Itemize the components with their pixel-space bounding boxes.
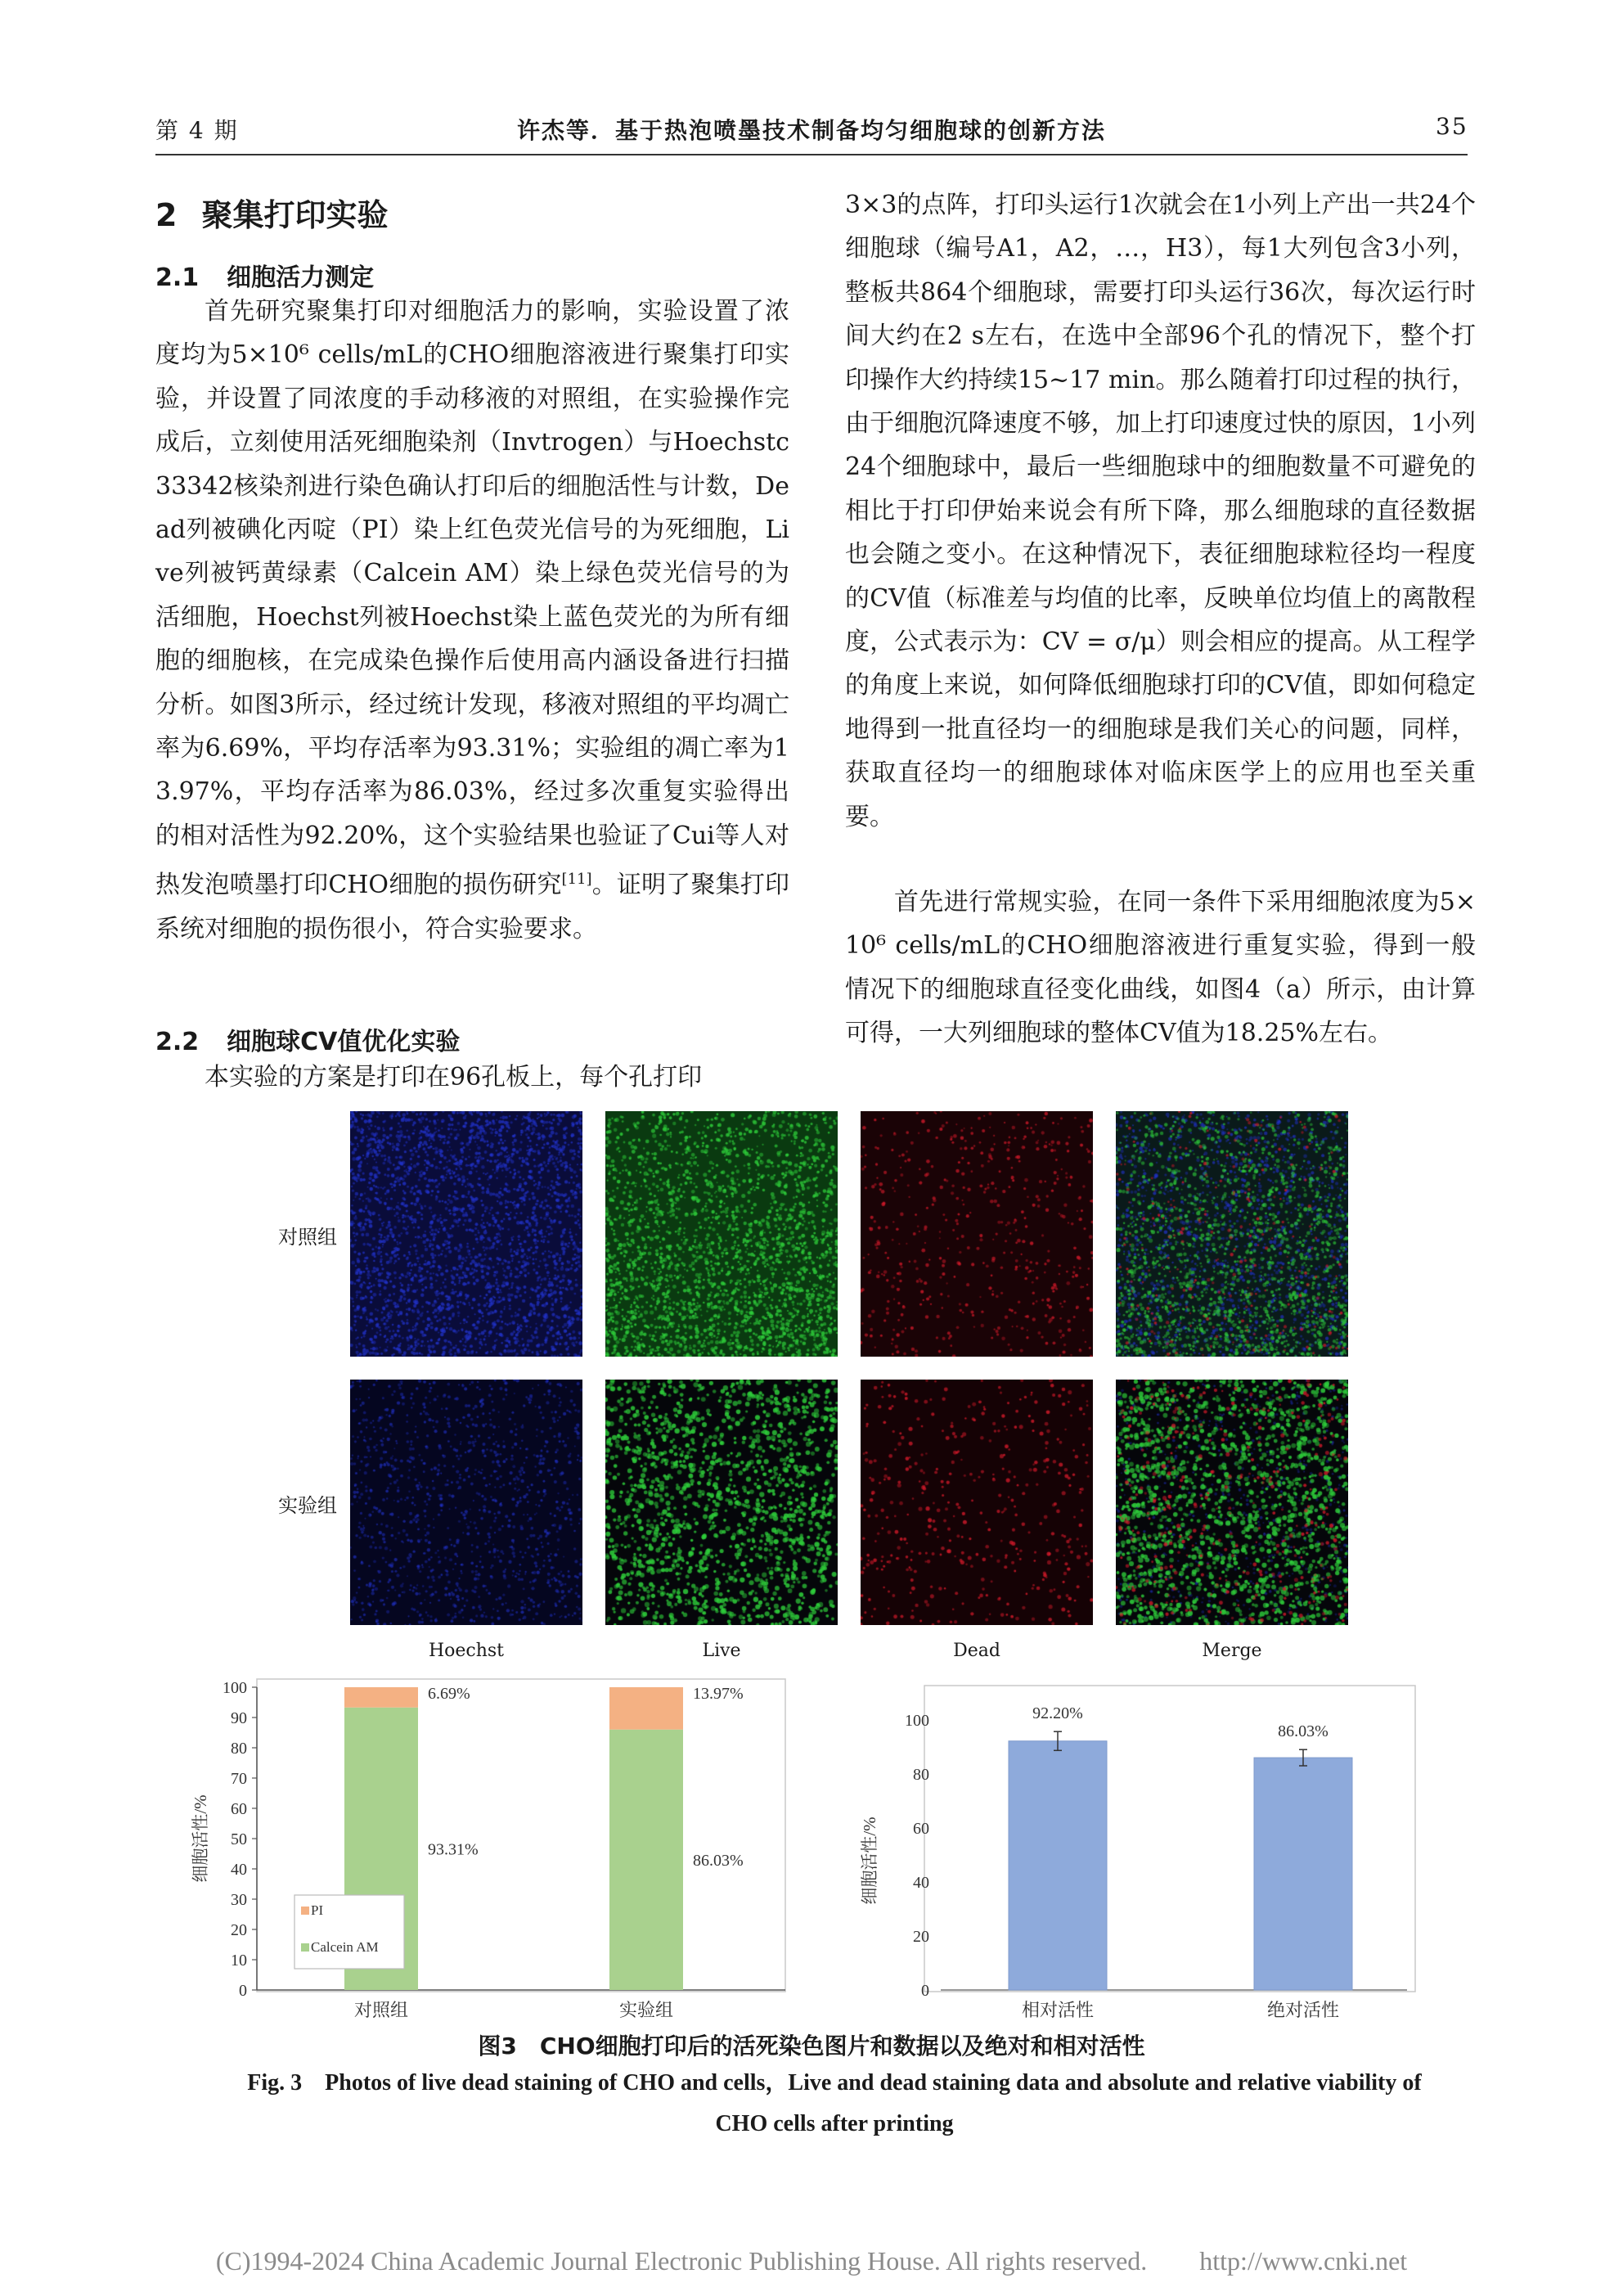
chart1-y-tick-label: 10 — [231, 1952, 247, 1970]
chart2-y-axis-label: 细胞活性/% — [860, 1817, 879, 1905]
chart1-data-label-pi: 13.97% — [693, 1685, 744, 1703]
chart1-bar-pi — [344, 1687, 418, 1708]
chart2-y-tick-label: 100 — [905, 1712, 929, 1730]
row-label-control: 对照组 — [278, 1226, 337, 1249]
chart1-bar-calcein — [609, 1730, 683, 1990]
chart1-y-tick-label: 0 — [239, 1982, 247, 2000]
chart1-y-tick-label: 30 — [231, 1891, 247, 1909]
micrograph-experiment-dead — [861, 1380, 1093, 1625]
chart1-category-label: 实验组 — [618, 2000, 674, 2020]
running-title: 许杰等．基于热泡喷墨技术制备均匀细胞球的创新方法 — [516, 117, 1106, 144]
chart2-y-tick-label: 20 — [913, 1928, 929, 1946]
chart-viability-comparison — [851, 1669, 1440, 2029]
right-column-paragraph-1: 3×3的点阵，打印头运行1次就会在1小列上产出一共24个细胞球（编号A1，A2，…，H3），每1大列包含3小列，整板共864个细胞球，需要打印头运行36次，每次运行时间大约在2 s左右，在选中全部96个孔的情况下，整个打印操作大约持续15~17 min。那么随着打印过程的执行，由于细胞沉降速度不够，加上打印速度过快的原因，1小列24个细胞球中，最后一些细胞球中的细胞数量不可避免的相比于打印伊始来说会有所下降，那么细胞球的直径数据也会随之变小。在这种情况下，表征细胞球粒径均一程度的CV值（标准差与均值的比率，反映单位均值上的离散程度，公式表示为：CV = σ/μ）则会相应的提高。从工程学的角度上来说，如何降低细胞球打印的CV值，即如何稳定地得到一批直径均一的细胞球是我们关心的问题，同样，获取直径均一的细胞球体对临床医学上的应用也至关重要。 — [845, 191, 1476, 831]
column-label-hoechst: Hoechst — [428, 1641, 505, 1661]
subsection-heading-2-2: 2.2 细胞球CV值优化实验 — [155, 1028, 461, 1056]
chart2-bar — [1254, 1758, 1352, 1990]
legend-swatch-calcein — [301, 1943, 309, 1952]
chart1-y-tick-label: 80 — [231, 1740, 247, 1758]
chart1-y-tick-label: 60 — [231, 1800, 247, 1818]
figure-caption-cn: 图3 CHO细胞打印后的活死染色图片和数据以及绝对和相对活性 — [478, 2033, 1145, 2060]
column-label-live: Live — [702, 1641, 741, 1661]
micrograph-control-dead — [861, 1111, 1093, 1357]
chart1-y-tick-label: 20 — [231, 1921, 247, 1939]
chart1-y-tick-label: 50 — [231, 1830, 247, 1848]
chart1-y-tick-label: 40 — [231, 1861, 247, 1879]
column-label-merge: Merge — [1202, 1641, 1262, 1661]
chart1-y-tick-label: 90 — [231, 1709, 247, 1727]
chart2-data-label: 92.20% — [1032, 1704, 1083, 1723]
chart2-category-label: 相对活性 — [1021, 2000, 1095, 2020]
chart2-y-tick-label: 0 — [921, 1982, 929, 2000]
row-label-experiment: 实验组 — [278, 1494, 337, 1517]
micrograph-control-live — [605, 1111, 838, 1357]
micrograph-experiment-live — [605, 1380, 838, 1625]
legend-label-calcein: Calcein AM — [311, 1939, 379, 1955]
right-column-paragraph-2: 首先进行常规实验，在同一条件下采用细胞浓度为5×10⁶ cells/mL的CHO细胞溶液进行重复实验，得到一般情况下的细胞球直径变化曲线，如图4（a）所示，由计算可得，一大列细胞球的整体CV值为18.25%左右。 — [845, 888, 1476, 1048]
chart1-y-tick-label: 100 — [223, 1679, 247, 1697]
section-heading — [155, 190, 388, 235]
left-column-paragraph-2: 本实验的方案是打印在96孔板上，每个孔打印 — [205, 1063, 703, 1092]
subsection-heading-2-1: 2.1 细胞活力测定 — [155, 263, 375, 292]
chart1-category-label: 对照组 — [353, 2000, 409, 2020]
chart1-data-label-calcein: 93.31% — [428, 1840, 479, 1859]
micrograph-control-hoechst — [350, 1111, 582, 1357]
page-number: 35 — [1436, 113, 1468, 140]
section-title: 聚集打印实验 — [201, 197, 389, 233]
citation: [11] — [561, 871, 592, 889]
issue-number: 第 4 期 — [155, 117, 239, 144]
figure-caption-en-line1: Fig. 3 Photos of live dead staining of CHO and cells，Live and dead staining data and absolute and relative viability of — [247, 2070, 1422, 2096]
figure-caption-en-line2: CHO cells after printing — [715, 2111, 954, 2136]
header-rule — [155, 154, 1468, 155]
legend-label-pi: PI — [311, 1902, 324, 1918]
chart1-bar-pi — [609, 1687, 683, 1730]
copyright-footer: (C)1994-2024 China Academic Journal Electronic Publishing House. All rights reserved. http://www.cnki.net — [215, 2246, 1408, 2276]
chart2-bar — [1009, 1741, 1107, 1990]
chart1-y-axis-label: 细胞活性/% — [191, 1794, 210, 1883]
chart1-data-label-pi: 6.69% — [428, 1685, 470, 1703]
column-label-dead: Dead — [953, 1641, 1000, 1661]
chart2-y-tick-label: 40 — [913, 1874, 929, 1892]
chart2-y-tick-label: 80 — [913, 1766, 929, 1784]
micrograph-experiment-hoechst — [350, 1380, 582, 1625]
left-column-paragraph-1: 首先研究聚集打印对细胞活力的影响，实验设置了浓度均为5×10⁶ cells/mL的CHO细胞溶液进行聚集打印实验，并设置了同浓度的手动移液的对照组，在实验操作完成后，立刻使用活死细胞染剂（Invtrogen）与Hoechstc33342核染剂进行染色确认打印后的细胞活性与计数，Dead列被碘化丙啶（PI）染上红色荧光信号的为死细胞，Live列被钙黄绿素（Calcein AM）染上绿色荧光信号的为活细胞，Hoechst列被Hoechst染上蓝色荧光的为所有细胞的细胞核，在完成染色操作后使用高内涵设备进行扫描分析。如图3所示，经过统计发现，移液对照组的平均凋亡率为6.69%，平均存活率为93.31%；实验组的凋亡率为13.97%，平均存活率为86.03%，经过多次重复实验得出的相对活性为92.20%，这个实验结果也验证了Cui等人对热发泡喷墨打印CHO细胞的损伤研究[11]。证明了聚集打印系统对细胞的损伤很小，符合实验要求。 — [155, 297, 790, 943]
chart1-y-tick-label: 70 — [231, 1770, 247, 1788]
micrograph-experiment-merge — [1116, 1380, 1348, 1625]
legend-swatch-pi — [301, 1907, 309, 1915]
chart2-data-label: 86.03% — [1278, 1722, 1329, 1741]
chart1-legend — [294, 1895, 404, 1969]
section-number: 2 — [155, 197, 178, 233]
micrograph-control-merge — [1116, 1111, 1348, 1357]
chart1-data-label-calcein: 86.03% — [693, 1851, 744, 1870]
chart2-category-label: 绝对活性 — [1266, 2000, 1340, 2020]
chart-stacked-viability — [188, 1669, 794, 2029]
chart2-y-tick-label: 60 — [913, 1820, 929, 1838]
